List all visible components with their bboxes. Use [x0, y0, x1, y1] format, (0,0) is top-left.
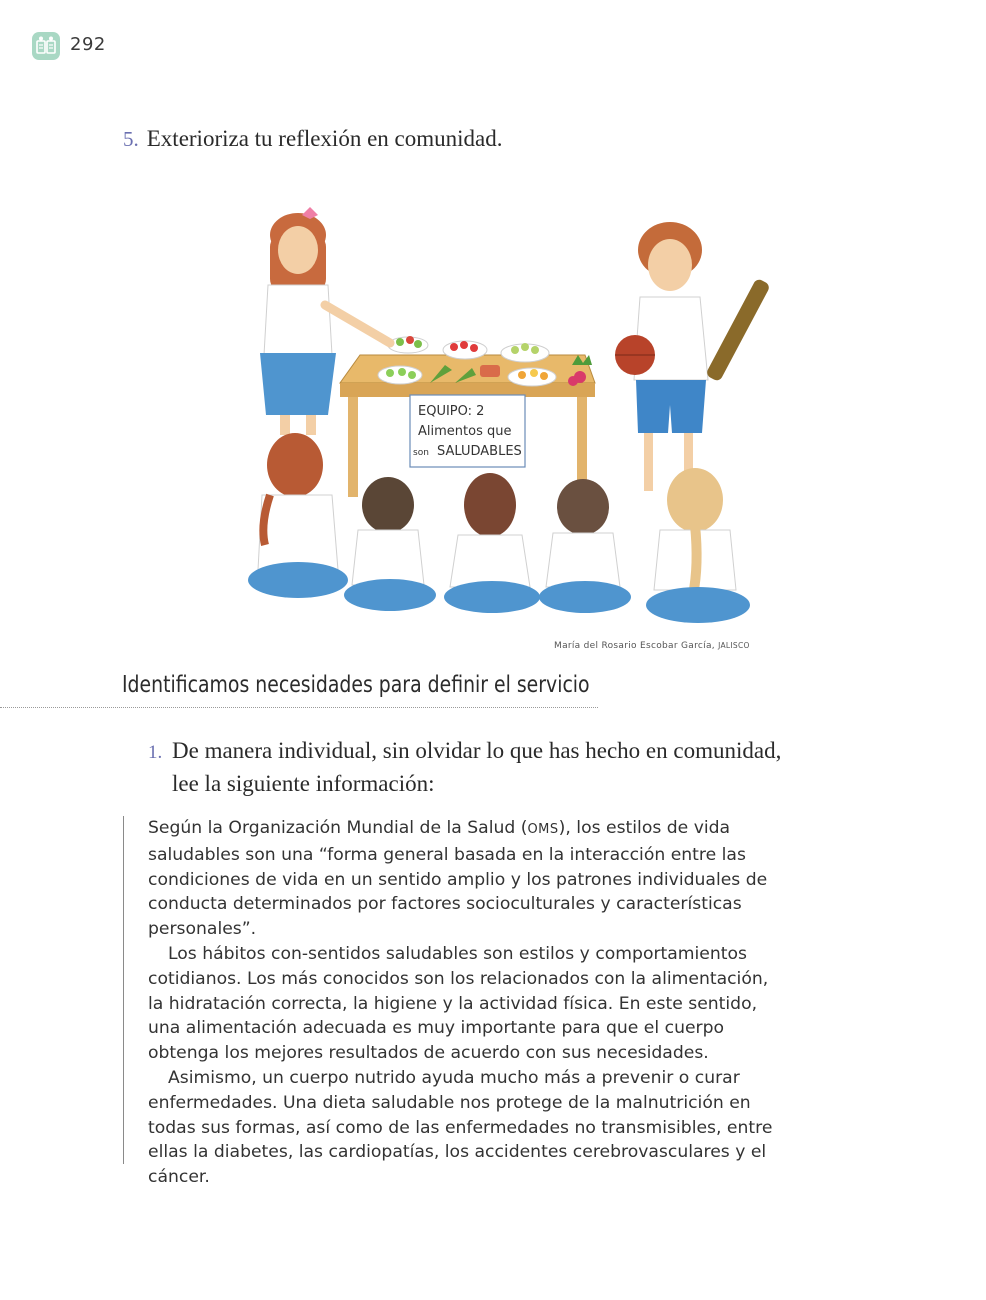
sign-line3-a: son	[413, 448, 429, 458]
credit-name: María del Rosario Escobar García,	[554, 641, 715, 651]
sign-line3-b: SALUDABLES	[437, 444, 522, 459]
book-children-icon	[32, 32, 60, 60]
sign-line2: Alimentos que	[418, 424, 512, 439]
step-text: Exterioriza tu reflexión en comunidad.	[146, 126, 503, 151]
section-title: Identificamos necesidades para definir el servicio	[122, 672, 590, 698]
quote-paragraph-1: Según la Organización Mundial de la Salud (OMS), los estilos de vida saludables son una “forma general basada en la interacción entre las condiciones de vida en un sentido amplio y los patrones individuales de conducta determinados por factores socioculturales y características personales”.	[148, 818, 768, 940]
instruction-line1: De manera individual, sin olvidar lo que has hecho en comunidad,	[172, 738, 782, 763]
quote-paragraph-2: Los hábitos con-sentidos saludables son estilos y comportamientos cotidianos. Los más conocidos son los relacionados con la alimentación, la hidratación correcta, la higiene y la actividad física. En este sentido, una alimentación adecuada es muy importante para que el cuerpo obtenga los mejores resultados de acuerdo con sus necesidades.	[148, 943, 769, 1064]
credit-state: JALISCO	[718, 641, 750, 650]
quote-bar	[123, 816, 124, 1164]
step-number: 5.	[123, 127, 139, 151]
info-quote	[148, 816, 788, 1190]
oms-abbr: OMS	[527, 822, 559, 837]
section-divider	[0, 707, 598, 708]
instruction-number: 1.	[148, 742, 163, 763]
sign-line1: EQUIPO: 2	[418, 404, 485, 419]
instruction	[148, 735, 788, 799]
illustration-children-healthy-food	[240, 205, 770, 637]
quote-paragraph-3: Asimismo, un cuerpo nutrido ayuda mucho más a prevenir o curar enfermedades. Una dieta saludable nos protege de la malnutrición en todas sus formas, así como de las enfermedades no transmisibles, entre ellas la diabetes, las cardiopatías, los accidentes cerebrovasculares y el cáncer.	[148, 1067, 773, 1188]
illustration-credit	[554, 641, 750, 651]
instruction-line2: lee la siguiente información:	[172, 771, 435, 796]
page-number: 292	[70, 34, 106, 55]
step-heading	[123, 126, 502, 152]
